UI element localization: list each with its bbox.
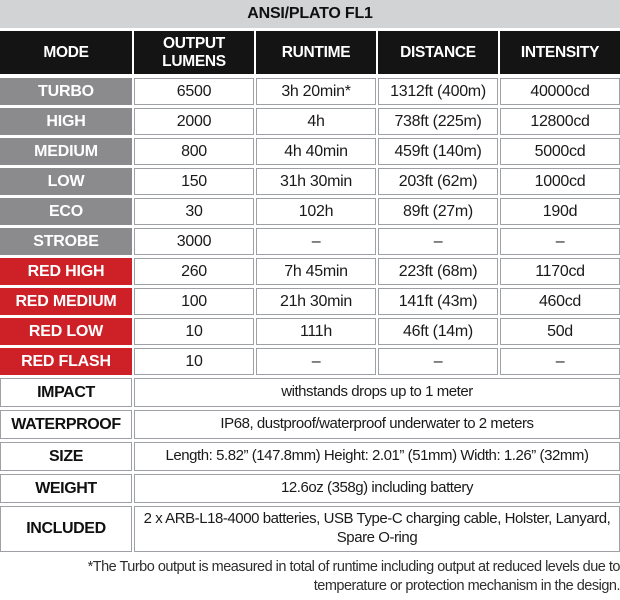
distance-cell: 223ft (68m)	[378, 258, 498, 285]
footnote-line-2: temperature or protection mechanism in the design.	[313, 577, 620, 594]
runtime-cell: 7h 45min	[256, 258, 376, 285]
intensity-cell: 1170cd	[500, 258, 620, 285]
output-lumens-cell: 800	[134, 138, 254, 165]
spec-label-cell: WEIGHT	[0, 474, 132, 503]
table-row	[0, 318, 620, 345]
intensity-cell: 50d	[500, 318, 620, 345]
spec-value-cell: IP68, dustproof/waterproof underwater to 2 meters	[134, 410, 620, 439]
output-lumens-cell: 150	[134, 168, 254, 195]
output-lumens-cell: 100	[134, 288, 254, 315]
output-lumens-cell: 260	[134, 258, 254, 285]
intensity-cell: 190d	[500, 198, 620, 225]
intensity-cell: 40000cd	[500, 78, 620, 105]
mode-label-cell: RED HIGH	[0, 258, 132, 285]
table-row	[0, 506, 620, 552]
table-row	[0, 442, 620, 471]
output-lumens-cell: 3000	[134, 228, 254, 255]
distance-cell: 738ft (225m)	[378, 108, 498, 135]
mode-label-cell: HIGH	[0, 108, 132, 135]
column-header-distance: DISTANCE	[378, 31, 498, 74]
mode-label-cell: RED MEDIUM	[0, 288, 132, 315]
spec-label-cell: SIZE	[0, 442, 132, 471]
runtime-cell: –	[256, 348, 376, 375]
table-row	[0, 474, 620, 503]
intensity-cell: –	[500, 228, 620, 255]
column-header-mode: MODE	[0, 31, 132, 74]
mode-label-cell: STROBE	[0, 228, 132, 255]
table-row	[0, 410, 620, 439]
runtime-cell: 102h	[256, 198, 376, 225]
spec-value-cell: 2 x ARB-L18-4000 batteries, USB Type-C charging cable, Holster, Lanyard, Spare O-ring	[134, 506, 620, 552]
table-title: ANSI/PLATO FL1	[0, 0, 620, 28]
column-header-output-lumens: OUTPUT LUMENS	[134, 31, 254, 74]
runtime-cell: 3h 20min*	[256, 78, 376, 105]
table-row	[0, 168, 620, 195]
table-row	[0, 288, 620, 315]
intensity-cell: 1000cd	[500, 168, 620, 195]
mode-label-cell: RED FLASH	[0, 348, 132, 375]
mode-label-cell: ECO	[0, 198, 132, 225]
output-lumens-cell: 10	[134, 318, 254, 345]
intensity-cell: 460cd	[500, 288, 620, 315]
spec-value-cell: withstands drops up to 1 meter	[134, 378, 620, 407]
distance-cell: 46ft (14m)	[378, 318, 498, 345]
distance-cell: 89ft (27m)	[378, 198, 498, 225]
runtime-cell: –	[256, 228, 376, 255]
spec-label-cell: WATERPROOF	[0, 410, 132, 439]
spec-label-cell: IMPACT	[0, 378, 132, 407]
footnote-line-1: *The Turbo output is measured in total of runtime including output at reduced levels due to	[87, 559, 620, 575]
runtime-cell: 21h 30min	[256, 288, 376, 315]
table-row	[0, 378, 620, 407]
footnote	[4, 558, 620, 595]
mode-label-cell: LOW	[0, 168, 132, 195]
output-lumens-cell: 2000	[134, 108, 254, 135]
spec-label-cell: INCLUDED	[0, 506, 132, 552]
distance-cell: –	[378, 348, 498, 375]
table-row	[0, 198, 620, 225]
intensity-cell: 5000cd	[500, 138, 620, 165]
mode-rows	[0, 78, 620, 375]
table-row	[0, 78, 620, 105]
distance-cell: 203ft (62m)	[378, 168, 498, 195]
table-row	[0, 258, 620, 285]
runtime-cell: 111h	[256, 318, 376, 345]
spec-value-cell: 12.6oz (358g) including battery	[134, 474, 620, 503]
mode-label-cell: RED LOW	[0, 318, 132, 345]
mode-label-cell: TURBO	[0, 78, 132, 105]
output-lumens-cell: 6500	[134, 78, 254, 105]
table-row	[0, 108, 620, 135]
column-header-intensity: INTENSITY	[500, 31, 620, 74]
distance-cell: 1312ft (400m)	[378, 78, 498, 105]
runtime-cell: 4h	[256, 108, 376, 135]
output-lumens-cell: 10	[134, 348, 254, 375]
spec-rows	[0, 378, 620, 552]
distance-cell: 459ft (140m)	[378, 138, 498, 165]
distance-cell: 141ft (43m)	[378, 288, 498, 315]
spec-value-cell: Length: 5.82” (147.8mm) Height: 2.01” (51mm) Width: 1.26” (32mm)	[134, 442, 620, 471]
runtime-cell: 31h 30min	[256, 168, 376, 195]
header-row	[0, 31, 620, 74]
distance-cell: –	[378, 228, 498, 255]
intensity-cell: –	[500, 348, 620, 375]
column-header-runtime: RUNTIME	[256, 31, 376, 74]
table-row	[0, 228, 620, 255]
output-lumens-cell: 30	[134, 198, 254, 225]
table-row	[0, 348, 620, 375]
table-row	[0, 138, 620, 165]
runtime-cell: 4h 40min	[256, 138, 376, 165]
mode-label-cell: MEDIUM	[0, 138, 132, 165]
intensity-cell: 12800cd	[500, 108, 620, 135]
